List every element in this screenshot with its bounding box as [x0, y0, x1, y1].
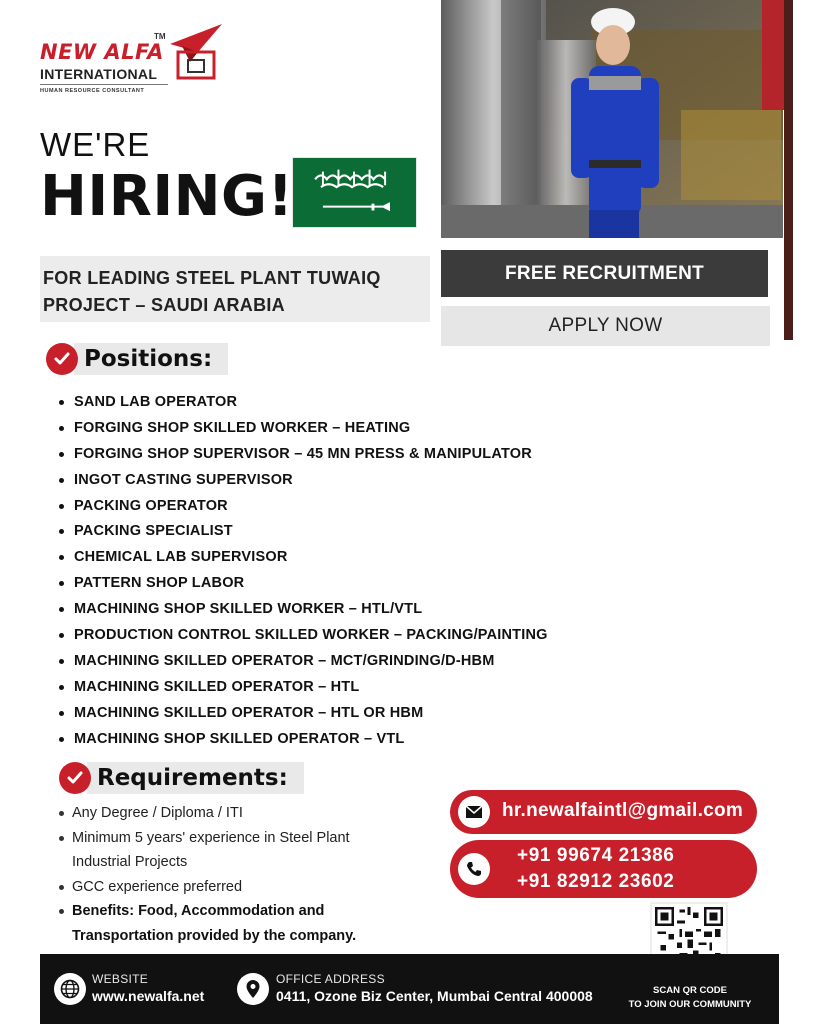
mail-icon — [458, 796, 490, 828]
scan-line-2: TO JOIN OUR COMMUNITY — [628, 999, 752, 1010]
requirements-header — [59, 762, 304, 794]
positions-list — [56, 391, 548, 753]
decorative-red-strip — [762, 0, 784, 110]
email-contact[interactable] — [450, 790, 757, 834]
positions-header — [46, 343, 228, 375]
address-label: OFFICE ADDRESS — [276, 972, 385, 986]
company-logo — [36, 22, 236, 96]
project-description — [40, 256, 430, 322]
scan-line-1: SCAN QR CODE — [653, 985, 727, 996]
logo-name: NEW ALFA — [40, 40, 164, 64]
phone-icon — [458, 853, 490, 885]
project-line-1: FOR LEADING STEEL PLANT TUWAIQ — [43, 268, 381, 288]
list-item: Benefits: Food, Accommodation and Transportation provided by the company. — [56, 899, 396, 948]
list-item: SAND LAB OPERATOR — [56, 391, 548, 417]
logo-trademark: TM — [154, 32, 166, 41]
logo-subtitle: INTERNATIONAL — [40, 66, 158, 82]
email-address[interactable]: hr.newalfaintl@gmail.com — [502, 800, 744, 821]
list-item: MACHINING SHOP SKILLED WORKER – HTL/VTL — [56, 598, 548, 624]
headline-hiring: HIRING! — [40, 164, 294, 229]
list-item: FORGING SHOP SUPERVISOR – 45 MN PRESS & MANIPULATOR — [56, 443, 548, 469]
apply-now-button[interactable]: APPLY NOW — [441, 306, 770, 346]
list-item: MACHINING SKILLED OPERATOR – HTL — [56, 676, 548, 702]
list-item: PRODUCTION CONTROL SKILLED WORKER – PACKING/PAINTING — [56, 624, 548, 650]
list-item: FORGING SHOP SKILLED WORKER – HEATING — [56, 417, 548, 443]
free-recruitment-banner: FREE RECRUITMENT — [441, 250, 768, 297]
list-item: MACHINING SKILLED OPERATOR – MCT/GRINDING/D-HBM — [56, 650, 548, 676]
list-item: PACKING SPECIALIST — [56, 520, 548, 546]
list-item: CHEMICAL LAB SUPERVISOR — [56, 546, 548, 572]
list-item: MACHINING SKILLED OPERATOR – HTL OR HBM — [56, 702, 548, 728]
positions-title: Positions: — [74, 343, 228, 375]
check-circle-icon — [59, 762, 91, 794]
project-line-2: PROJECT – SAUDI ARABIA — [43, 295, 285, 315]
decorative-dark-strip — [784, 0, 793, 340]
list-item: INGOT CASTING SUPERVISOR — [56, 469, 548, 495]
logo-plane-icon — [168, 22, 224, 80]
saudi-flag-icon — [292, 157, 417, 228]
list-item: GCC experience preferred — [56, 875, 396, 900]
website-link[interactable]: www.newalfa.net — [92, 988, 205, 1004]
headline-were: WE'RE — [40, 126, 151, 163]
scan-qr-caption — [622, 984, 758, 1012]
footer — [40, 954, 779, 1024]
list-item: Any Degree / Diploma / ITI — [56, 801, 396, 826]
logo-tagline: HUMAN RESOURCE CONSULTANT — [40, 88, 145, 94]
worker-photo — [441, 0, 783, 238]
location-pin-icon — [237, 973, 269, 1005]
check-circle-icon — [46, 343, 78, 375]
globe-icon — [54, 973, 86, 1005]
requirements-title: Requirements: — [87, 762, 304, 794]
list-item: MACHINING SHOP SKILLED OPERATOR – VTL — [56, 728, 548, 754]
phone-number-2[interactable]: +91 82912 23602 — [517, 871, 675, 892]
phone-contact[interactable] — [450, 840, 757, 898]
logo-divider — [40, 84, 168, 85]
requirements-list — [56, 801, 396, 948]
website-label: WEBSITE — [92, 972, 149, 986]
list-item: PACKING OPERATOR — [56, 495, 548, 521]
list-item: PATTERN SHOP LABOR — [56, 572, 548, 598]
list-item: Minimum 5 years' experience in Steel Plant Industrial Projects — [56, 826, 396, 875]
phone-number-1[interactable]: +91 99674 21386 — [517, 845, 675, 866]
office-address: 0411, Ozone Biz Center, Mumbai Central 400008 — [276, 988, 593, 1004]
